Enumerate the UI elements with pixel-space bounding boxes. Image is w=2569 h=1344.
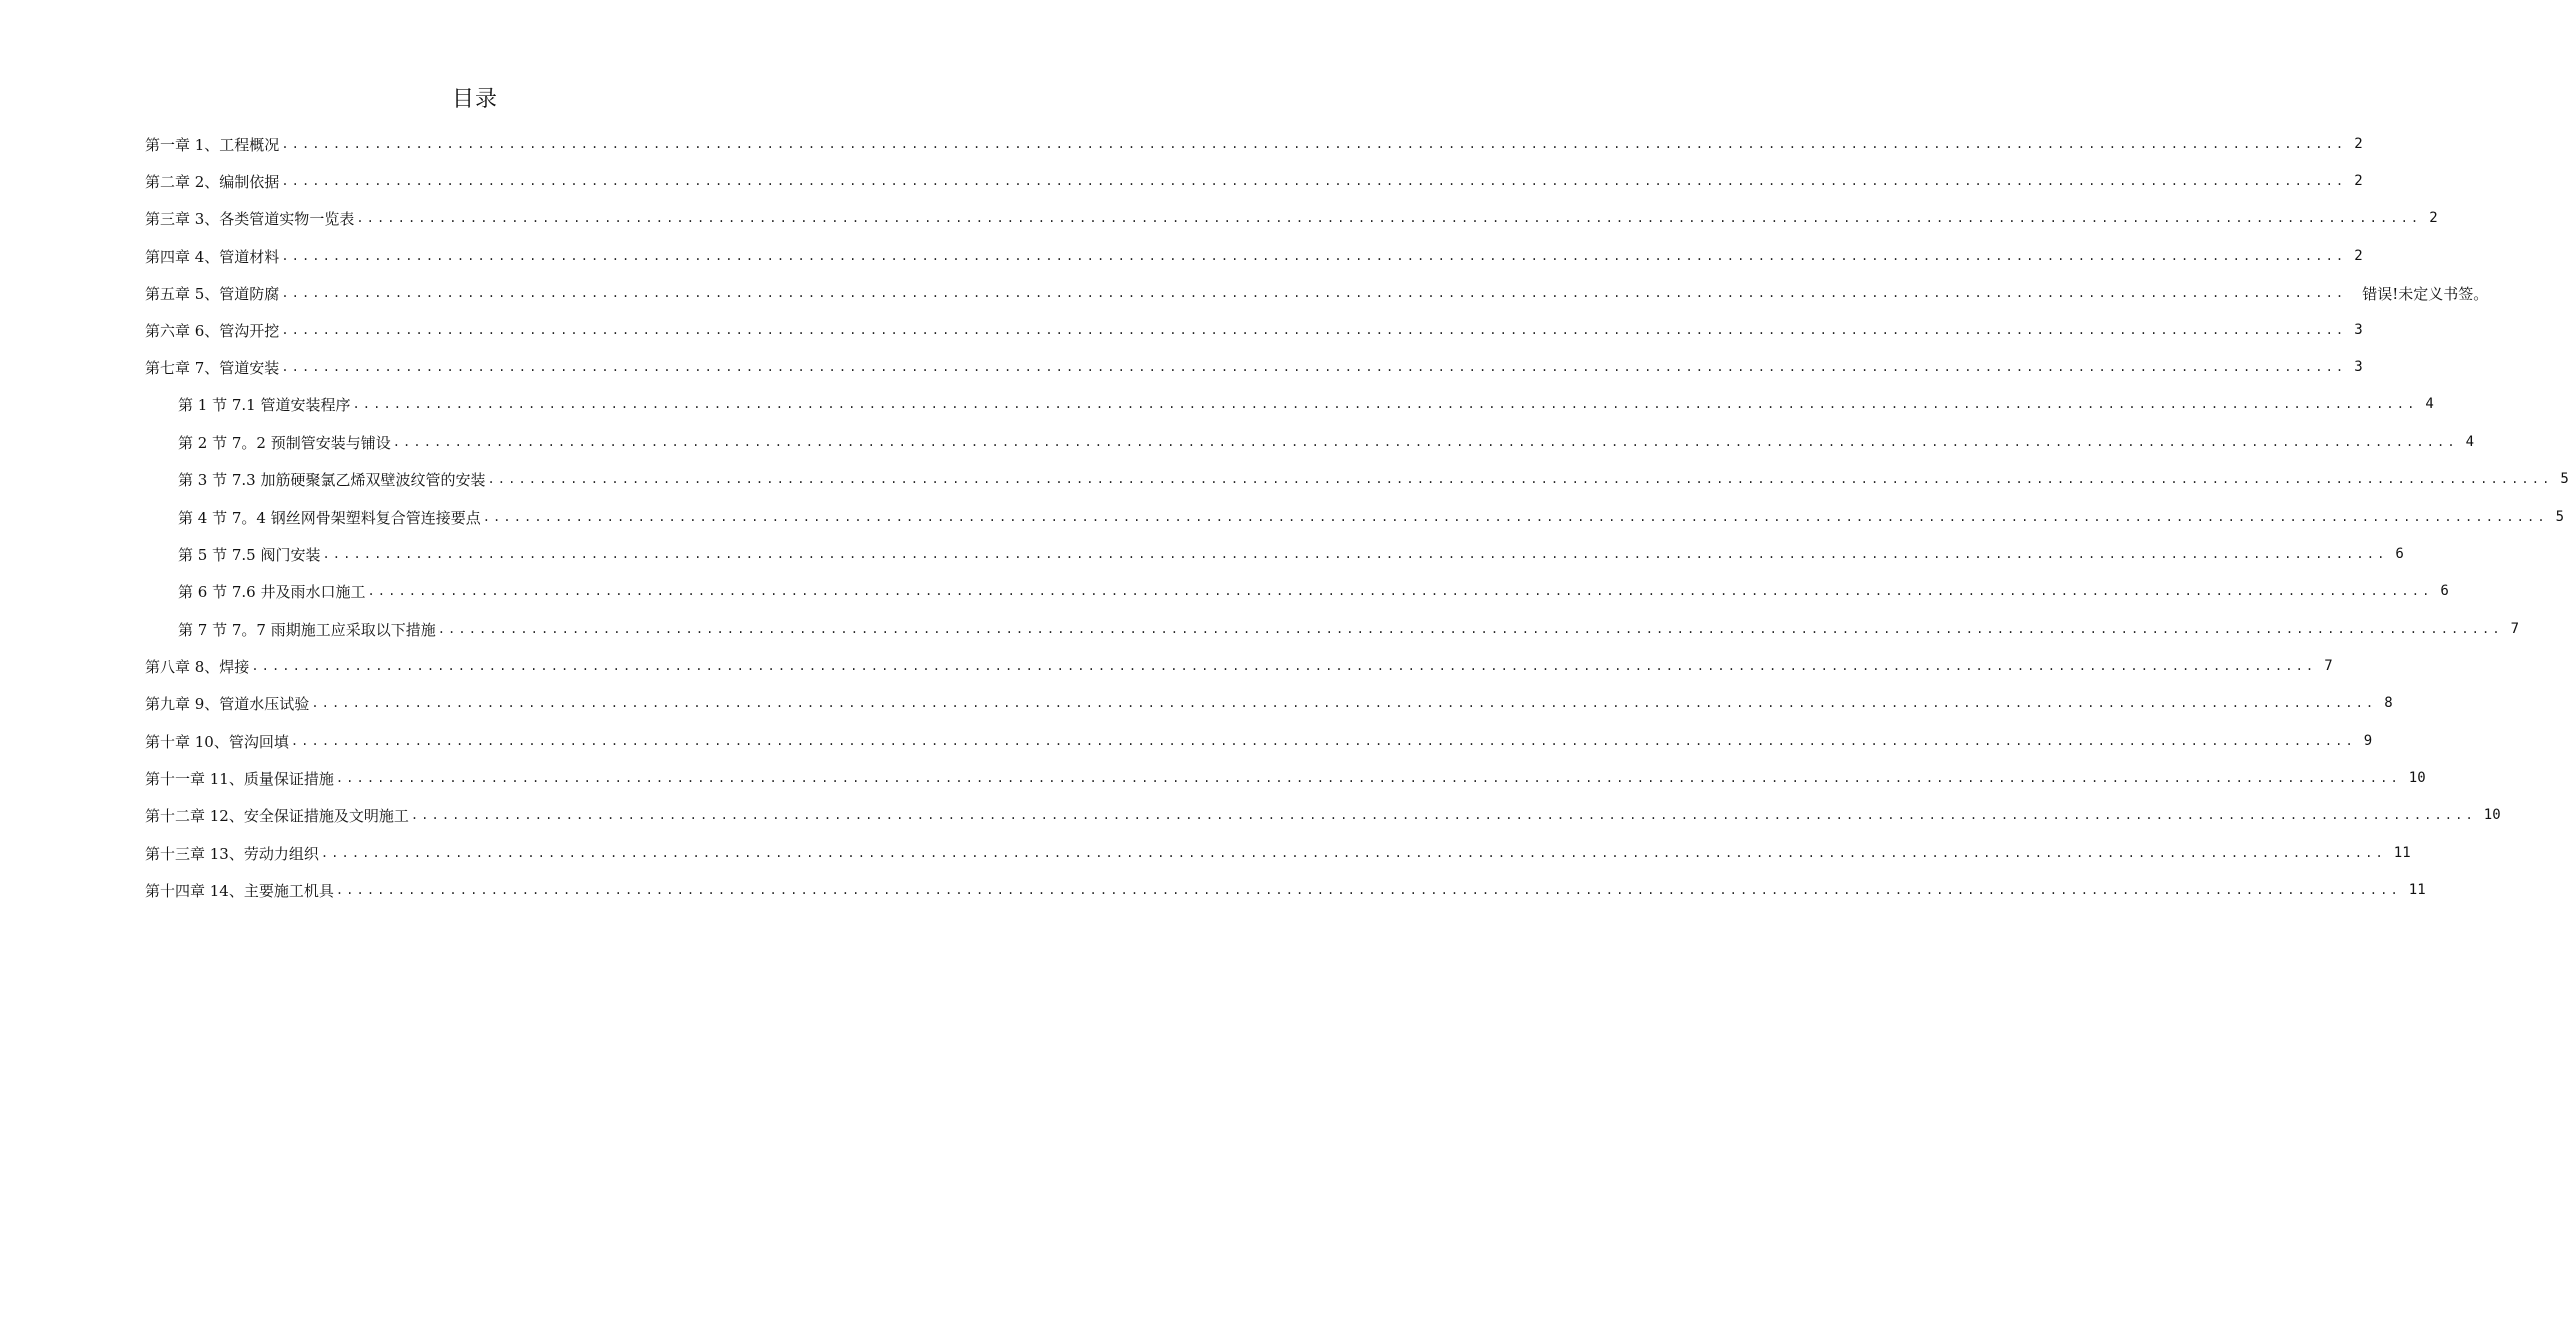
toc-entry[interactable] xyxy=(178,390,2434,418)
toc-entry-label: 第 7 节 7。7 雨期施工应采取以下措施 xyxy=(178,620,436,639)
dot-leader: ........................................................................................................................................................................................................ xyxy=(322,547,2388,561)
toc-entry[interactable] xyxy=(145,727,2373,755)
dot-leader: ........................................................................................................................................................................................................ xyxy=(290,734,2356,748)
dot-leader: ........................................................................................................................................................................................................ xyxy=(392,435,2458,449)
toc-entry-page-number: 错误!未定义书签。 xyxy=(2362,284,2489,303)
toc-entry-page-number: 4 xyxy=(2465,434,2475,450)
dot-leader: ........................................................................................................................................................................................................ xyxy=(251,659,2317,673)
toc-entry[interactable] xyxy=(178,428,2475,456)
toc-entry-label: 第 2 节 7。2 预制管安装与铺设 xyxy=(178,433,391,452)
toc-entry-page-number: 5 xyxy=(2555,509,2565,525)
toc-entry-page-number: 6 xyxy=(2440,583,2449,599)
toc-entry-page-number: 11 xyxy=(2408,882,2426,898)
toc-entry-label: 第十三章 13、劳动力组织 xyxy=(145,844,319,863)
toc-entry-page-number: 3 xyxy=(2354,359,2363,375)
toc-entry-label: 第七章 7、管道安装 xyxy=(145,358,280,377)
toc-entry-page-number: 3 xyxy=(2354,322,2363,338)
toc-entry[interactable] xyxy=(145,316,2363,344)
toc-entry-label: 第八章 8、焊接 xyxy=(145,657,250,676)
toc-entry-label: 第九章 9、管道水压试验 xyxy=(145,694,310,713)
toc-entry[interactable] xyxy=(145,204,2438,232)
toc-entry-page-number: 11 xyxy=(2393,845,2411,861)
dot-leader: ........................................................................................................................................................................................................ xyxy=(311,696,2377,710)
toc-entry-label: 第十一章 11、质量保证措施 xyxy=(145,769,334,788)
toc-entry[interactable] xyxy=(178,577,2449,605)
toc-entry[interactable] xyxy=(145,279,2489,307)
toc-entry-page-number: 2 xyxy=(2354,173,2363,189)
toc-entry-page-number: 9 xyxy=(2363,733,2373,749)
toc-entry[interactable] xyxy=(178,540,2404,568)
toc-entry-label: 第五章 5、管道防腐 xyxy=(145,284,280,303)
toc-entry-label: 第三章 3、各类管道实物一览表 xyxy=(145,209,355,228)
toc-entry[interactable] xyxy=(145,242,2363,270)
toc-entry-label: 第十二章 12、安全保证措施及文明施工 xyxy=(145,806,409,825)
dot-leader: ........................................................................................................................................................................................................ xyxy=(281,137,2347,151)
toc-entry-page-number: 10 xyxy=(2408,770,2426,786)
toc-entry-label: 第四章 4、管道材料 xyxy=(145,247,280,266)
dot-leader: ........................................................................................................................................................................................................ xyxy=(281,323,2347,337)
toc-title: 目录 xyxy=(451,87,498,112)
toc-entry[interactable] xyxy=(145,130,2363,158)
toc-entry[interactable] xyxy=(145,839,2411,867)
toc-entry-page-number: 10 xyxy=(2483,807,2501,823)
toc-entry[interactable] xyxy=(145,801,2501,829)
toc-entry-label: 第二章 2、编制依据 xyxy=(145,172,280,191)
toc-entry-label: 第十四章 14、主要施工机具 xyxy=(145,881,334,900)
toc-entry-label: 第一章 1、工程概况 xyxy=(145,135,280,154)
dot-leader: ........................................................................................................................................................................................................ xyxy=(352,397,2418,411)
toc-entry[interactable] xyxy=(178,615,2520,643)
toc-entry-page-number: 8 xyxy=(2384,695,2393,711)
toc-entry-label: 第六章 6、管沟开挖 xyxy=(145,321,280,340)
toc-entry-label: 第十章 10、管沟回填 xyxy=(145,732,289,751)
toc-entry[interactable] xyxy=(178,503,2565,531)
toc-entry[interactable] xyxy=(145,167,2363,195)
dot-leader: ........................................................................................................................................................................................................ xyxy=(320,846,2386,860)
toc-entry-page-number: 7 xyxy=(2324,658,2333,674)
toc-entry-page-number: 2 xyxy=(2354,248,2363,264)
dot-leader: ........................................................................................................................................................................................................ xyxy=(482,510,2548,524)
toc-entry-page-number: 2 xyxy=(2354,136,2363,152)
toc-entry-label: 第 6 节 7.6 井及雨水口施工 xyxy=(178,582,366,601)
toc-entry[interactable] xyxy=(145,689,2393,717)
dot-leader: ........................................................................................................................................................................................................ xyxy=(487,472,2553,486)
toc-entry[interactable] xyxy=(145,353,2363,381)
dot-leader: ........................................................................................................................................................................................................ xyxy=(367,584,2433,598)
toc-entry-label: 第 1 节 7.1 管道安装程序 xyxy=(178,395,351,414)
toc-entry-page-number: 2 xyxy=(2429,210,2438,226)
dot-leader: ........................................................................................................................................................................................................ xyxy=(356,211,2422,225)
dot-leader: ........................................................................................................................................................................................................ xyxy=(410,808,2476,822)
toc-entry-page-number: 6 xyxy=(2395,546,2404,562)
dot-leader: ........................................................................................................................................................................................................ xyxy=(335,771,2401,785)
toc-entry-page-number: 7 xyxy=(2510,621,2520,637)
toc-entry[interactable] xyxy=(145,764,2426,792)
toc-entry-page-number: 5 xyxy=(2560,471,2569,487)
dot-leader: ........................................................................................................................................................................................................ xyxy=(335,883,2401,897)
toc-entry-label: 第 4 节 7。4 钢丝网骨架塑料复合管连接要点 xyxy=(178,508,481,527)
toc-entry-label: 第 5 节 7.5 阀门安装 xyxy=(178,545,321,564)
toc-entry-page-number: 4 xyxy=(2425,396,2434,412)
dot-leader: ........................................................................................................................................................................................................ xyxy=(281,360,2347,374)
dot-leader: ........................................................................................................................................................................................................ xyxy=(437,622,2503,636)
toc-entry-label: 第 3 节 7.3 加筋硬聚氯乙烯双壁波纹管的安装 xyxy=(178,470,486,489)
dot-leader: ........................................................................................................................................................................................................ xyxy=(281,174,2347,188)
toc-entry[interactable] xyxy=(178,465,2569,493)
toc-entry[interactable] xyxy=(145,652,2333,680)
dot-leader: ........................................................................................................................................................................................................ xyxy=(281,286,2347,300)
dot-leader: ........................................................................................................................................................................................................ xyxy=(281,249,2347,263)
toc-entry[interactable] xyxy=(145,876,2426,904)
